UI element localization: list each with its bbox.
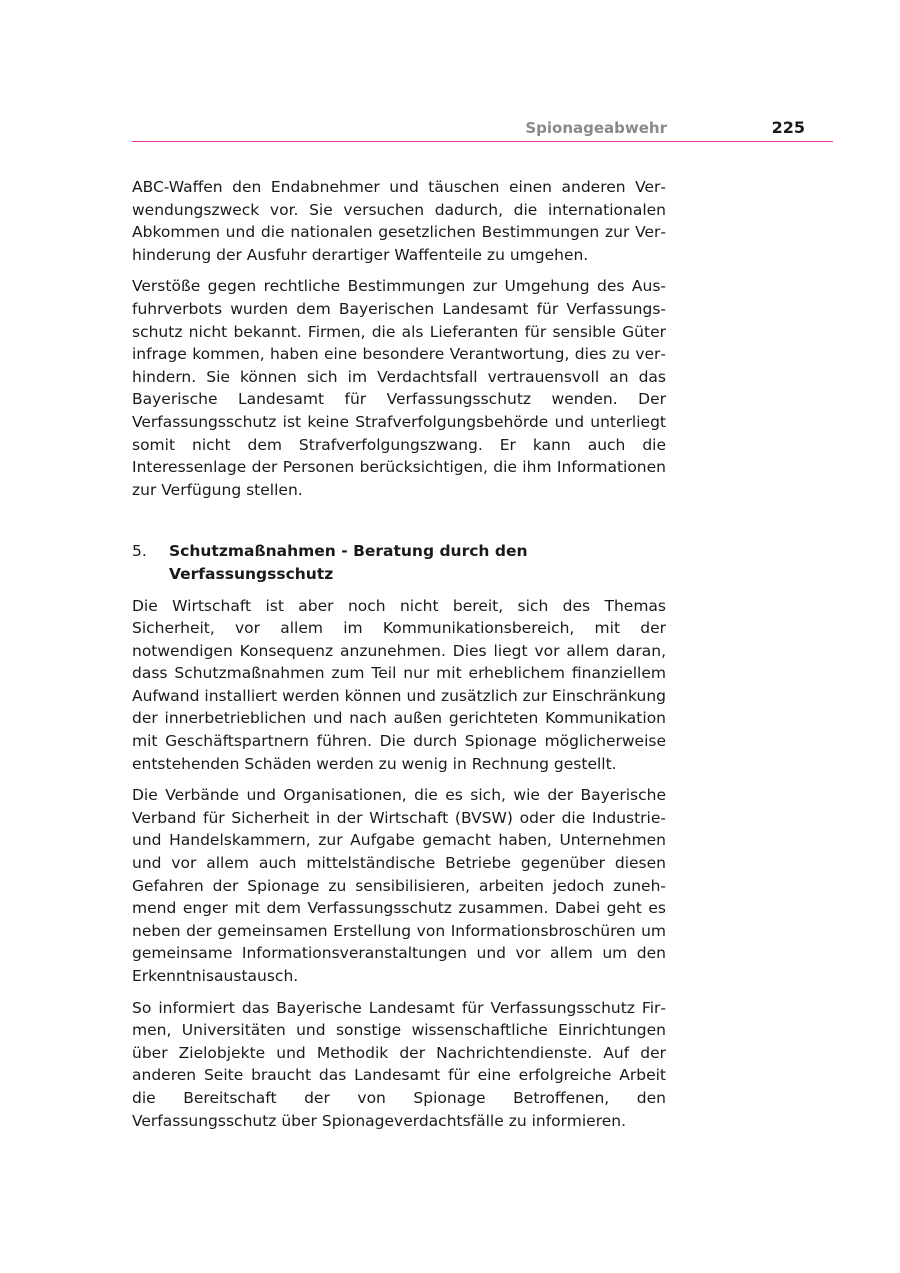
running-title: Spionageabwehr — [525, 119, 667, 137]
section-number: 5. — [132, 542, 147, 561]
running-header — [132, 117, 833, 142]
paragraph: Die Wirtschaft ist aber noch nicht bereit, sich des Themas Sicherheit, vor allem im Kommunikationsbereich, mit der notwendigen Konsequenz anzunehmen. Dies liegt vor allem daran, dass Schutzmaßnahmen zum Teil nur mit erheblichem finanziellem Aufwand installiert werden können und zusätzlich zur Einschränkung der innerbetrieblichen und nach außen gerichteten Kommunikation mit Geschäftspartnern führen. Die durch Spionage möglicherweise entstehenden Schäden werden zu wenig in Rechnung gestellt. — [132, 596, 666, 773]
section-heading — [132, 540, 666, 585]
paragraph: ABC-Waffen den Endabnehmer und täuschen einen anderen Verwendungszweck vor. Sie versuchen dadurch, die internationalen Abkommen und die nationalen gesetzlichen Bestimmungen zur Verhinderung der Ausfuhr derartiger Waffenteile zu umgehen. — [132, 178, 666, 264]
paragraph: Verstöße gegen rechtliche Bestimmungen zur Umgehung des Ausfuhrverbots wurden dem Bayerischen Landesamt für Verfassungsschutz nicht bekannt. Firmen, die als Lieferanten für sensible Güter infrage kommen, haben eine besondere Verantwortung, dies zu verhindern. Sie können sich im Verdachtsfall vertrauensvoll an das Bayerische Landesamt für Verfassungsschutz wenden. Der Verfassungsschutz ist keine Strafverfolgungsbehörde und unterliegt somit nicht dem Strafverfolgungszwang. Er kann auch die Interessenlage der Personen berücksichtigen, die ihm Informationen zur Verfügung stellen. — [132, 277, 666, 499]
section-title: Schutzmaßnahmen - Beratung durch den Verfassungsschutz — [169, 542, 528, 583]
paragraph: So informiert das Bayerische Landesamt für Verfassungsschutz Firmen, Universitäten und sonstige wissenschaftliche Einrichtungen über Zielobjekte und Methodik der Nachrichtendienste. Auf der anderen Seite braucht das Landesamt für eine erfolgreiche Arbeit die Bereitschaft der von Spionage Betroffenen, den Verfassungsschutz über Spionageverdachtsfälle zu informieren. — [132, 998, 666, 1130]
page-number: 225 — [771, 118, 805, 137]
body-text — [132, 176, 666, 1141]
paragraph: Die Verbände und Organisationen, die es sich, wie der Bayerische Verband für Sicherheit in der Wirtschaft (BVSW) oder die Industrie- und Handelskammern, zur Aufgabe gemacht haben, Unternehmen und vor allem auch mittelständische Betriebe gegenüber diesen Gefahren der Spionage zu sensibilisieren, arbeiten jedoch zunehmend enger mit dem Verfassungsschutz zusammen. Dabei geht es neben der gemeinsamen Erstellung von Informationsbroschüren um gemeinsame Informationsveranstaltungen und vor allem um den Erkenntnisaustausch. — [132, 786, 666, 985]
